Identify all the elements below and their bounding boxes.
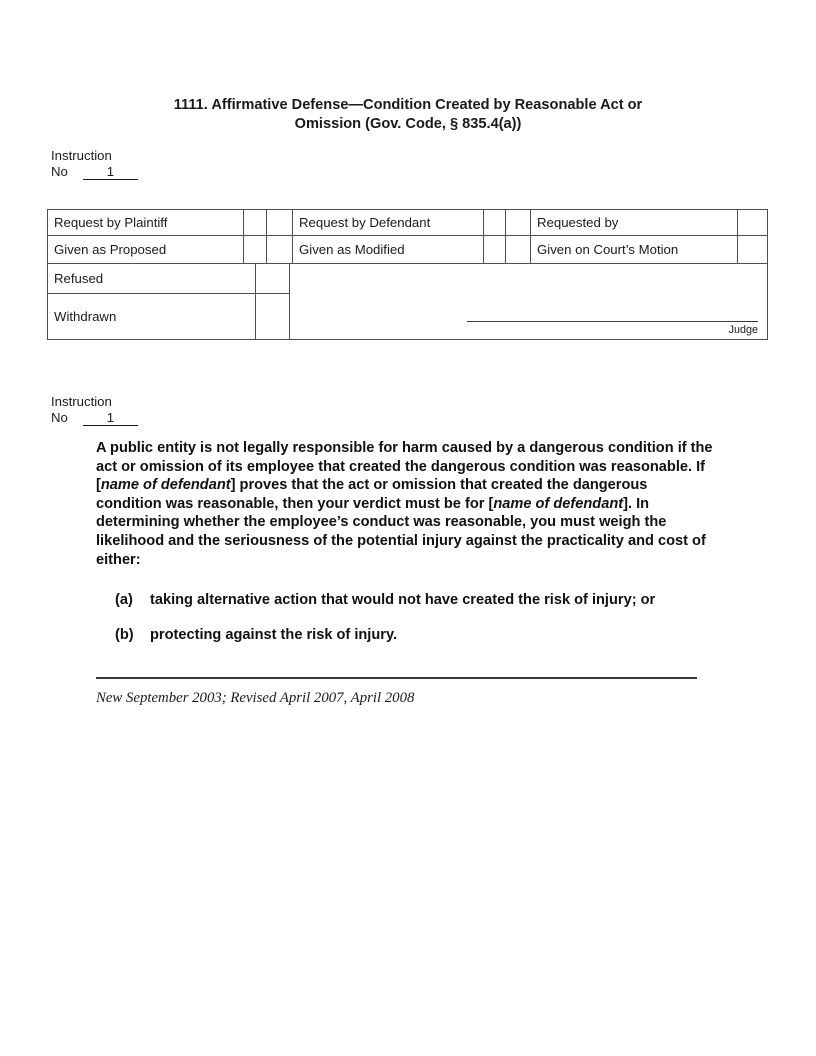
judge-signature-area: [467, 321, 758, 336]
checkbox-cell[interactable]: [244, 210, 267, 236]
given-on-courts-motion-label: Given on Court’s Motion: [531, 236, 738, 264]
instruction-no-row: [51, 165, 138, 180]
refused-label: Refused: [48, 264, 256, 294]
checkbox-cell[interactable]: [738, 210, 768, 236]
paragraph-segment: A public entity is not legally responsible for harm caused by a dangerous condition if the act or omission of its employee that created the dangerous condition was reasonable. If [: [96, 440, 713, 494]
instruction-paragraph: [96, 439, 716, 569]
instruction-number-blank[interactable]: [83, 165, 138, 180]
judge-label: Judge: [728, 324, 758, 336]
spacer-cell: [267, 236, 293, 264]
checkbox-cell[interactable]: [484, 236, 506, 264]
instruction-number-block-top: [51, 149, 138, 180]
no-label: No: [51, 410, 68, 425]
instruction-label: Instruction: [51, 148, 112, 163]
request-by-defendant-label: Request by Defendant: [293, 210, 484, 236]
no-label: No: [51, 164, 68, 179]
judge-signature-cell: [290, 264, 768, 340]
instruction-body-text: [96, 439, 716, 644]
instruction-no-row: [51, 411, 138, 426]
instruction-number-block-body: [51, 395, 138, 426]
page-title-line2: Omission (Gov. Code, § 835.4(a)): [294, 115, 522, 132]
instruction-number-value: 1: [106, 410, 115, 425]
withdrawn-label: Withdrawn: [48, 294, 256, 340]
checkbox-cell[interactable]: [256, 294, 290, 340]
list-item-a: [96, 591, 716, 610]
list-item-b: [96, 626, 716, 645]
instruction-number-value: 1: [106, 164, 115, 179]
table-row: [48, 264, 768, 294]
requested-by-label: Requested by: [531, 210, 738, 236]
list-marker-b: (b): [115, 626, 134, 643]
checkbox-cell[interactable]: [256, 264, 290, 294]
page-title-line1: 1111. Affirmative Defense—Condition Created by Reasonable Act or: [173, 97, 643, 113]
list-text-b: protecting against the risk of injury.: [150, 626, 398, 643]
spacer-cell: [506, 236, 531, 264]
paragraph-segment: ] proves that the act or omission that created the dangerous condition was reasonable, then your verdict must be for [: [96, 477, 648, 512]
list-text-a: taking alternative action that would not have created the risk of injury; or: [150, 592, 656, 609]
name-of-defendant-placeholder: name of defendant: [493, 495, 624, 512]
name-of-defendant-placeholder: name of defendant: [100, 477, 231, 494]
paragraph-segment: ]. In determining whether the employee’s conduct was reasonable, you must weigh the likelihood and the seriousness of the potential injury against the practicality and cost of either:: [96, 495, 706, 568]
request-by-plaintiff-label: Request by Plaintiff: [48, 210, 244, 236]
request-status-table: [47, 209, 768, 340]
spacer-cell: [506, 210, 531, 236]
revision-history-note: New September 2003; Revised April 2007, April 2008: [96, 690, 415, 706]
table-row: [48, 210, 768, 236]
spacer-cell: [267, 210, 293, 236]
list-marker-a: (a): [115, 592, 133, 609]
instruction-number-blank[interactable]: [83, 411, 138, 426]
checkbox-cell[interactable]: [738, 236, 768, 264]
footer-divider-line: [96, 677, 697, 679]
table-row: [48, 236, 768, 264]
checkbox-cell[interactable]: [484, 210, 506, 236]
checkbox-cell[interactable]: [244, 236, 267, 264]
given-as-modified-label: Given as Modified: [293, 236, 484, 264]
instruction-label: Instruction: [51, 394, 112, 409]
given-as-proposed-label: Given as Proposed: [48, 236, 244, 264]
page-title: [0, 96, 816, 133]
